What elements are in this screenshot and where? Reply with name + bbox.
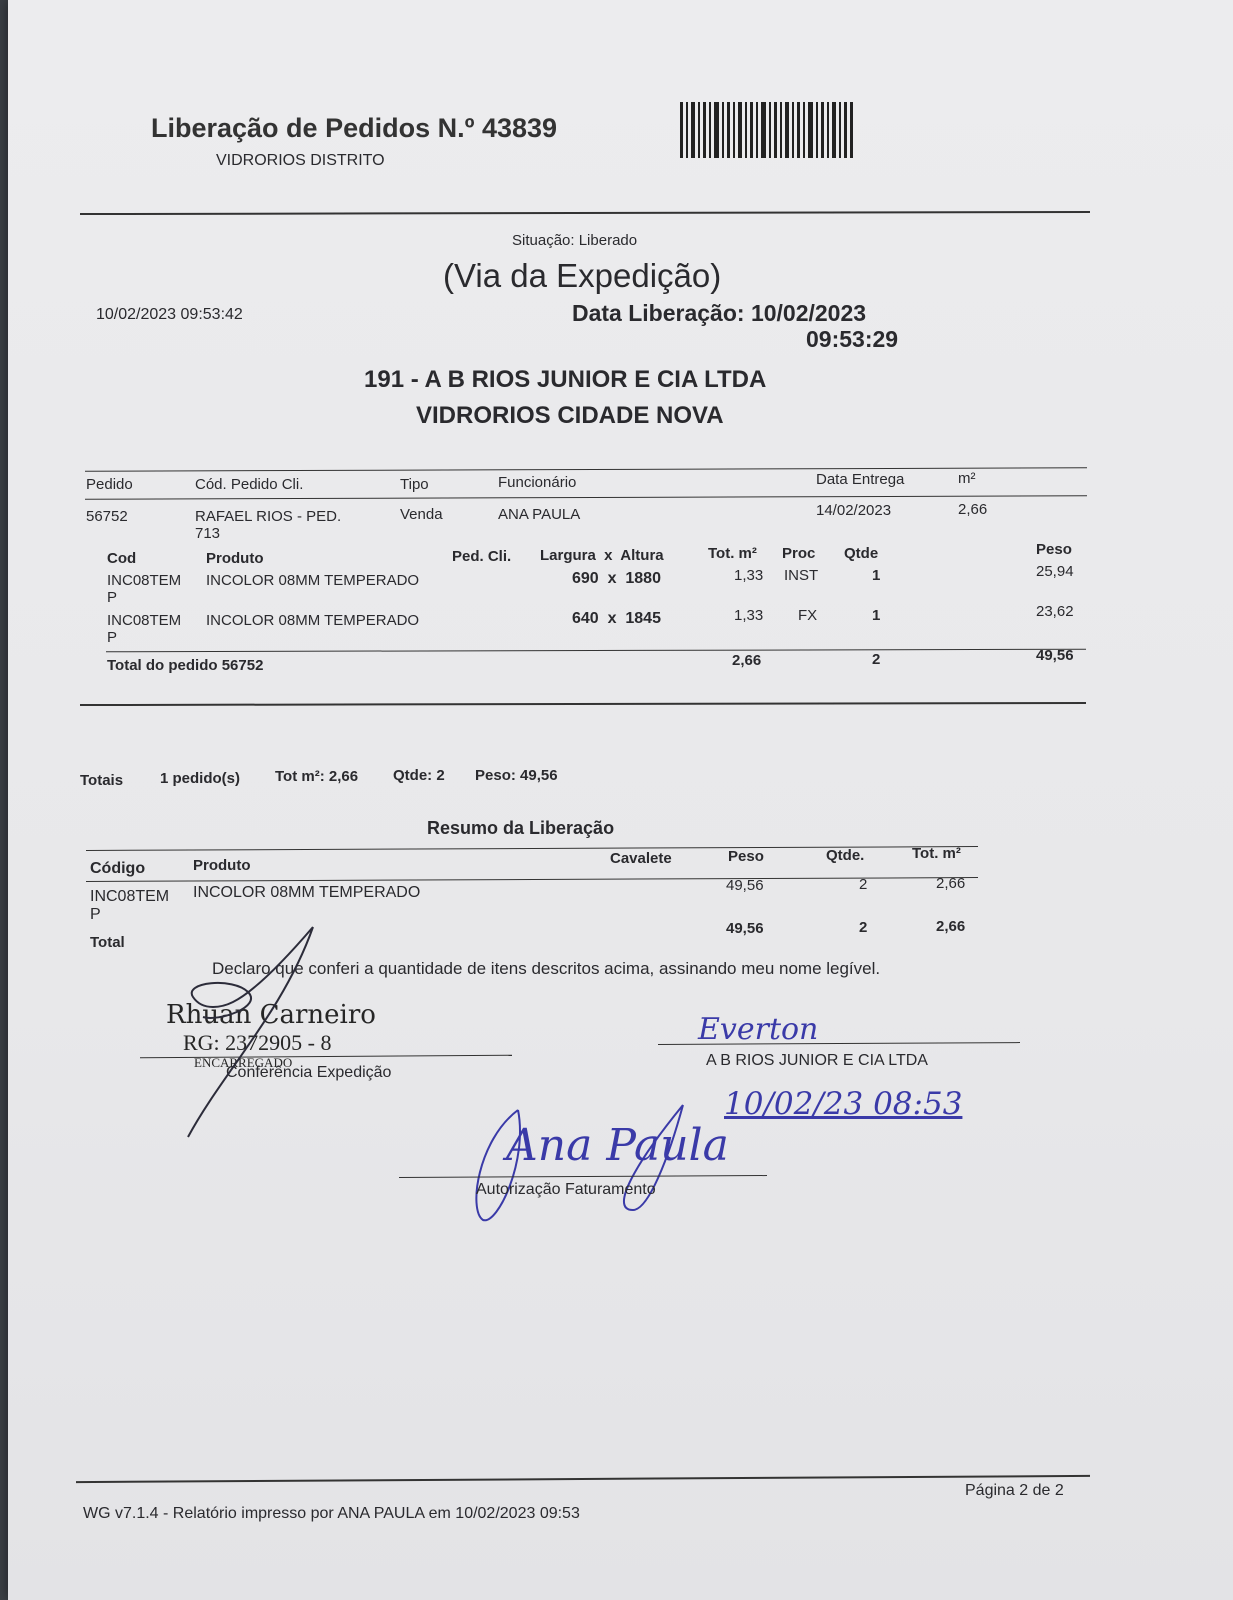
signature-loop xyxy=(458,1100,718,1230)
client-signature-label: A B RIOS JUNIOR E CIA LTDA xyxy=(706,1052,928,1069)
stamp-rg: RG: 2372905 - 8 xyxy=(183,1030,332,1055)
page-number: Página 2 de 2 xyxy=(965,1482,1064,1499)
item-header-qtde: Qtde xyxy=(844,545,879,562)
item-cod: INC08TEM xyxy=(107,612,182,629)
col-header-tipo: Tipo xyxy=(400,476,429,493)
item-header-produto: Produto xyxy=(206,550,264,567)
summary-title: Resumo da Liberação xyxy=(427,818,615,838)
client-name: 191 - A B RIOS JUNIOR E CIA LTDA xyxy=(364,366,767,393)
via-title: (Via da Expedição) xyxy=(443,257,722,294)
item-produto: INCOLOR 08MM TEMPERADO xyxy=(206,612,420,629)
col-header-cod-cli: Cód. Pedido Cli. xyxy=(195,476,304,493)
item-proc: FX xyxy=(798,607,818,624)
summary-produto: INCOLOR 08MM TEMPERADO xyxy=(193,884,421,901)
order-total-m2: 2,66 xyxy=(732,652,762,669)
order-total-peso: 49,56 xyxy=(1036,647,1074,664)
item-qtde: 1 xyxy=(872,607,881,624)
release-time: 09:53:29 xyxy=(806,326,899,352)
totals-m2: Tot m²: 2,66 xyxy=(275,768,359,785)
summary-header-produto: Produto xyxy=(193,857,251,874)
order-funcionario: ANA PAULA xyxy=(498,506,581,523)
barcode xyxy=(680,102,860,158)
page-title: Liberação de Pedidos N.º 43839 xyxy=(151,113,558,143)
divider xyxy=(85,495,1087,499)
col-header-funcionario: Funcionário xyxy=(498,474,577,491)
client-signature: Everton xyxy=(698,1012,819,1047)
summary-total-peso: 49,56 xyxy=(726,920,764,937)
summary-header-peso: Peso xyxy=(728,848,764,865)
summary-total-qtde: 2 xyxy=(859,919,868,936)
printed-at: 10/02/2023 09:53:42 xyxy=(96,306,243,323)
item-header-peso: Peso xyxy=(1036,541,1072,558)
divider xyxy=(106,649,1086,653)
order-pedido: 56752 xyxy=(86,508,128,525)
item-header-cod: Cod xyxy=(107,550,137,567)
totals-peso: Peso: 49,56 xyxy=(475,767,558,784)
order-m2: 2,66 xyxy=(958,501,988,518)
item-dims: 690 x 1880 xyxy=(572,570,661,587)
item-peso: 23,62 xyxy=(1036,603,1074,620)
client-branch: VIDRORIOS CIDADE NOVA xyxy=(416,402,724,429)
authorization-label: Autorização Faturamento xyxy=(476,1181,656,1198)
order-total-label: Total do pedido 56752 xyxy=(107,657,264,674)
release-date: Data Liberação: 10/02/2023 xyxy=(572,300,867,326)
item-header-tot-m2: Tot. m² xyxy=(708,545,757,562)
item-tot-m2: 1,33 xyxy=(734,607,764,624)
item-header-proc: Proc xyxy=(782,545,816,562)
summary-peso: 49,56 xyxy=(726,877,764,894)
item-header-dims: Largura x Altura xyxy=(540,547,664,564)
conferencia-label: Conferência Expedição xyxy=(226,1064,392,1081)
company-name: VIDRORIOS DISTRITO xyxy=(216,152,385,169)
item-tot-m2: 1,33 xyxy=(734,567,764,584)
item-peso: 25,94 xyxy=(1036,563,1074,580)
footer-printed-by: WG v7.1.4 - Relatório impresso por ANA PAULA em 10/02/2023 09:53 xyxy=(83,1505,580,1522)
divider xyxy=(76,1475,1090,1483)
divider xyxy=(80,702,1086,706)
declaration-text: Declaro que conferi a quantidade de itens descritos acima, assinando meu nome legível. xyxy=(212,959,881,978)
summary-header-qtde: Qtde. xyxy=(826,847,865,864)
item-dims: 640 x 1845 xyxy=(572,610,661,627)
totals-qtde: Qtde: 2 xyxy=(393,767,445,784)
item-produto: INCOLOR 08MM TEMPERADO xyxy=(206,572,420,589)
item-cod-cont: P xyxy=(107,589,118,606)
summary-codigo-cont: P xyxy=(90,906,101,923)
col-header-m2: m² xyxy=(958,470,976,487)
divider xyxy=(85,467,1087,471)
item-qtde: 1 xyxy=(872,567,881,584)
stamp-name: Rhuan Carneiro xyxy=(166,1000,376,1030)
col-header-pedido: Pedido xyxy=(86,476,133,493)
item-cod: INC08TEM xyxy=(107,572,182,589)
summary-header-tot-m2: Tot. m² xyxy=(912,845,961,862)
summary-header-cavalete: Cavalete xyxy=(610,850,672,867)
item-proc: INST xyxy=(784,567,819,584)
totals-label: Totais xyxy=(80,772,124,789)
authorization-signature: Ana Paula xyxy=(506,1120,729,1171)
summary-tot-m2: 2,66 xyxy=(936,875,966,892)
order-cod-cli: RAFAEL RIOS - PED. xyxy=(195,508,342,525)
signature-scribble xyxy=(163,922,363,1142)
col-header-data-entrega: Data Entrega xyxy=(816,471,905,488)
order-tipo: Venda xyxy=(400,506,443,523)
document-page xyxy=(8,0,1233,1600)
handwritten-date: 10/02/23 08:53 xyxy=(724,1086,963,1122)
order-total-qtde: 2 xyxy=(872,651,881,668)
order-cod-cli-cont: 713 xyxy=(195,525,221,542)
summary-qtde: 2 xyxy=(859,876,868,893)
summary-codigo: INC08TEM xyxy=(90,888,170,905)
order-data-entrega: 14/02/2023 xyxy=(816,502,892,519)
divider xyxy=(80,211,1090,215)
status-text: Situação: Liberado xyxy=(512,232,638,249)
totals-pedidos: 1 pedido(s) xyxy=(160,770,241,787)
summary-total-label: Total xyxy=(90,934,125,951)
stamp-role: ENCARREGADO xyxy=(194,1055,293,1070)
item-cod-cont: P xyxy=(107,629,118,646)
item-header-ped-cli: Ped. Cli. xyxy=(452,548,512,565)
divider xyxy=(86,877,978,882)
summary-total-m2: 2,66 xyxy=(936,918,966,935)
summary-header-codigo: Código xyxy=(90,860,146,877)
